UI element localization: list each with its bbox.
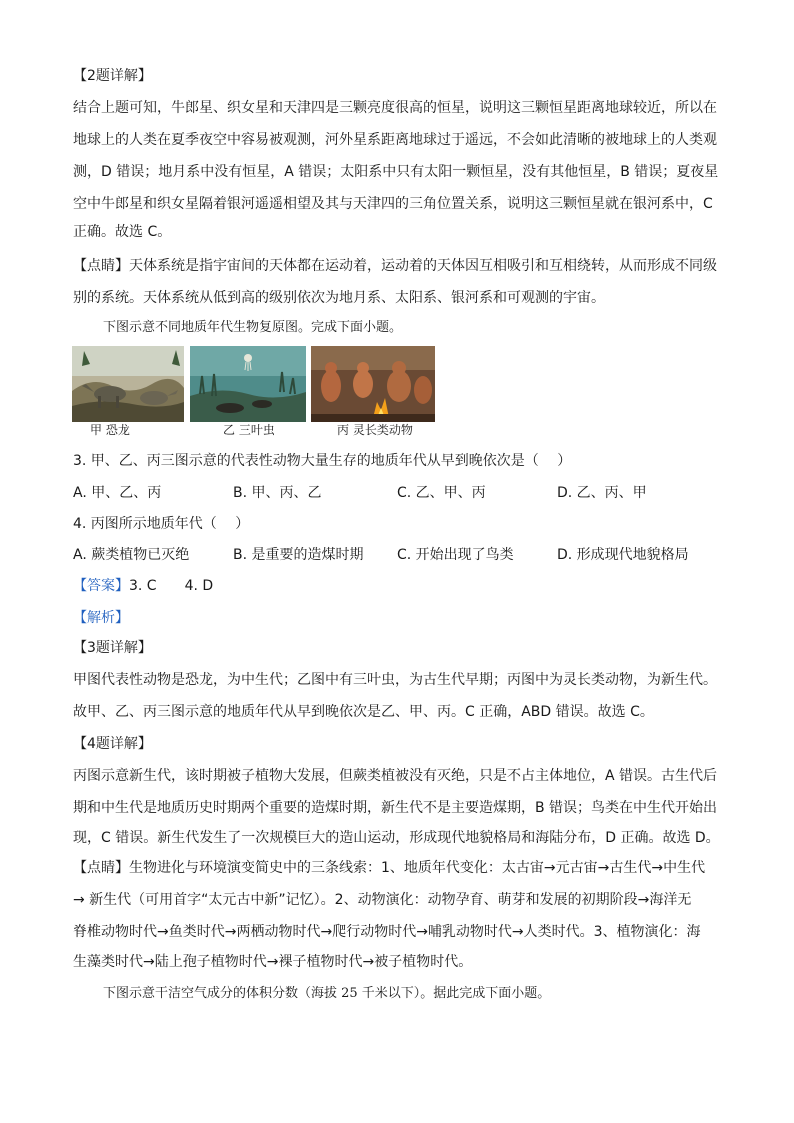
- q4-tip-line-1: [73, 858, 705, 878]
- q4-stem: 4. 丙图所示地质年代（ ）: [73, 516, 250, 532]
- q4-detail-heading: 【4题详解】: [73, 736, 152, 752]
- analysis-label: 【解析】: [73, 610, 129, 626]
- q2-heading: 【2题详解】: [73, 68, 152, 84]
- q4-option-b: B. 是重要的造煤时期: [233, 547, 364, 563]
- q3-detail-heading: 【3题详解】: [73, 640, 152, 656]
- primate-image: [311, 346, 435, 422]
- q3-detail-line-1: 甲图代表性动物是恐龙，为中生代；乙图中有三叶虫，为古生代早期；丙图中为灵长类动物，为新生代。: [73, 672, 717, 688]
- q4-detail-line-3: 现，C 错误。新生代发生了一次规模巨大的造山运动，形成现代地貌格局和海陆分布，D 正确。故选 D。: [73, 830, 720, 846]
- intro-figure-2: 下图示意干洁空气成分的体积分数（海拔 25 千米以下）。据此完成下面小题。: [103, 986, 551, 1001]
- q4-detail-line-1: 丙图示意新生代，该时期被子植物大发展，但蕨类植被没有灭绝，只是不占主体地位，A 错误。古生代后: [73, 768, 718, 784]
- q4-tip-line-2: → 新生代（可用首字“太元古中新”记忆）。2、动物演化：动物孕育、萌芽和发展的初期阶段→海洋无: [73, 892, 692, 908]
- dinosaur-image: [72, 346, 184, 422]
- q4-tip-line-3: 脊椎动物时代→鱼类时代→两栖动物时代→爬行动物时代→哺乳动物时代→人类时代。3、植物演化：海: [73, 924, 701, 940]
- tip-text: 天体系统是指宇宙间的天体都在运动着，运动着的天体因互相吸引和互相绕转，从而形成不同级: [129, 258, 717, 274]
- q3-option-b: B. 甲、丙、乙: [233, 485, 322, 501]
- q3-option-a: A. 甲、乙、丙: [73, 485, 162, 501]
- tip-label: 【点睛】: [73, 860, 129, 876]
- q3-stem: 3. 甲、乙、丙三图示意的代表性动物大量生存的地质年代从早到晚依次是（ ）: [73, 453, 572, 469]
- q2-line-3: 测，D 错误；地月系中没有恒星，A 错误；太阳系中只有太阳一颗恒星，没有其他恒星，B 错误；夏夜星: [73, 164, 719, 180]
- q4-option-a: A. 蕨类植物已灭绝: [73, 547, 190, 563]
- q4-tip-line-4: 生藻类时代→陆上孢子植物时代→裸子植物时代→被子植物时代。: [73, 954, 473, 970]
- caption-bing: 丙 灵长类动物: [337, 423, 413, 437]
- caption-jia: 甲 恐龙: [90, 423, 130, 437]
- q2-line-5: 正确。故选 C。: [73, 224, 172, 240]
- answer-line: [73, 576, 213, 596]
- q3-option-c: C. 乙、甲、丙: [397, 485, 486, 501]
- q4-detail-line-2: 期和中生代是地质历史时期两个重要的造煤时期，新生代不是主要造煤期，B 错误；鸟类在中生代开始出: [73, 800, 718, 816]
- q3-option-d: D. 乙、丙、甲: [557, 485, 647, 501]
- intro-figure-1: 下图示意不同地质年代生物复原图。完成下面小题。: [103, 320, 403, 335]
- answer-text: 3. C 4. D: [129, 578, 214, 594]
- q2-tip-line-1: [73, 256, 717, 276]
- tip-text: 生物进化与环境演变简史中的三条线索：1、地质年代变化：太古宙→元古宙→古生代→中生代: [129, 860, 706, 876]
- q2-line-2: 地球上的人类在夏季夜空中容易被观测，河外星系距离地球过于遥远，不会如此清晰的被地球上的人类观: [73, 132, 717, 148]
- q4-option-c: C. 开始出现了鸟类: [397, 547, 514, 563]
- q2-line-1: 结合上题可知，牛郎星、织女星和天津四是三颗亮度很高的恒星，说明这三颗恒星距离地球较近，所以在: [73, 100, 717, 116]
- caption-yi: 乙 三叶虫: [223, 423, 275, 437]
- tip-label: 【点睛】: [73, 258, 129, 274]
- q2-line-4: 空中牛郎星和织女星隔着银河遥遥相望及其与天津四的三角位置关系，说明这三颗恒星就在银河系中，C: [73, 196, 713, 212]
- q4-option-d: D. 形成现代地貌格局: [557, 547, 689, 563]
- trilobite-image: [190, 346, 306, 422]
- q3-detail-line-2: 故甲、乙、丙三图示意的地质年代从早到晚依次是乙、甲、丙。C 正确，ABD 错误。故选 C。: [73, 704, 654, 720]
- answer-label: 【答案】: [73, 578, 129, 594]
- q2-tip-line-2: 别的系统。天体系统从低到高的级别依次为地月系、太阳系、银河系和可观测的宇宙。: [73, 290, 605, 306]
